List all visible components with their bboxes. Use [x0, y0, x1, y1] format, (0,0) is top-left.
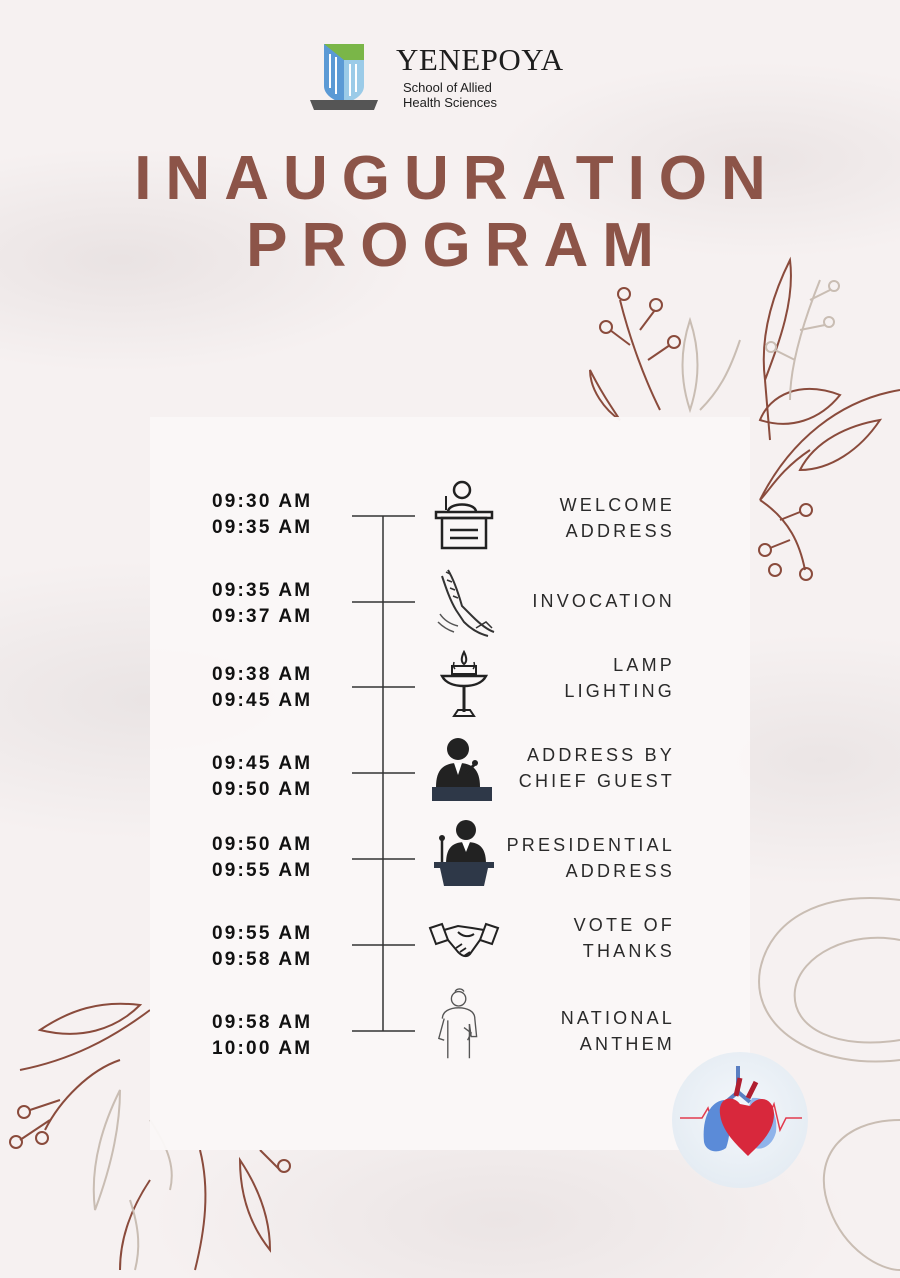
chief-guest-speaker-icon [428, 735, 500, 807]
podium-speaker-icon [428, 478, 500, 550]
end-time: 09:37 AM [212, 606, 313, 627]
heart-lungs-badge [672, 1052, 808, 1188]
event-label-line1: VOTE OF [573, 915, 675, 935]
event-label [564, 652, 675, 704]
start-time: 09:58 AM [212, 1012, 313, 1033]
event-label-line2: CHIEF GUEST [518, 771, 675, 791]
event-label-line2: ANTHEM [579, 1034, 675, 1054]
end-time: 09:55 AM [212, 860, 313, 881]
event-label-line1: PRESIDENTIAL [506, 835, 675, 855]
event-label-line2: ADDRESS [565, 861, 675, 881]
school-name: YENEPOYA [396, 42, 564, 77]
heart-lungs-icon [672, 1052, 808, 1188]
president-podium-icon [428, 818, 500, 890]
school-subtitle-line1: School of Allied [403, 80, 492, 95]
event-label-line2: LIGHTING [564, 681, 675, 701]
event-label-line2: ADDRESS [565, 521, 675, 541]
start-time: 09:45 AM [212, 753, 313, 774]
start-time: 09:38 AM [212, 664, 313, 685]
end-time: 09:50 AM [212, 779, 313, 800]
start-time: 09:50 AM [212, 834, 313, 855]
event-label-line1: LAMP [613, 655, 675, 675]
title-line1: INAUGURATION [134, 144, 780, 213]
event-label-line1: WELCOME [559, 495, 675, 515]
event-label [507, 832, 675, 884]
event-label [532, 588, 675, 614]
event-label-line1: INVOCATION [532, 591, 675, 611]
event-label [519, 742, 675, 794]
praying-hands-icon [428, 566, 500, 638]
title-line2: PROGRAM [246, 211, 668, 280]
end-time: 09:45 AM [212, 690, 313, 711]
event-label [574, 912, 675, 964]
start-time: 09:55 AM [212, 923, 313, 944]
event-label-line1: ADDRESS BY [526, 745, 675, 765]
oil-lamp-icon [428, 650, 500, 722]
event-label [560, 492, 675, 544]
event-label [561, 1005, 675, 1057]
event-label-line1: NATIONAL [560, 1008, 675, 1028]
event-label-line2: THANKS [582, 941, 675, 961]
standing-person-icon [428, 988, 500, 1060]
end-time: 09:58 AM [212, 949, 313, 970]
handshake-icon [428, 906, 500, 978]
end-time: 10:00 AM [212, 1038, 313, 1059]
school-subtitle-line2: Health Sciences [403, 95, 497, 110]
start-time: 09:30 AM [212, 491, 313, 512]
end-time: 09:35 AM [212, 517, 313, 538]
start-time: 09:35 AM [212, 580, 313, 601]
